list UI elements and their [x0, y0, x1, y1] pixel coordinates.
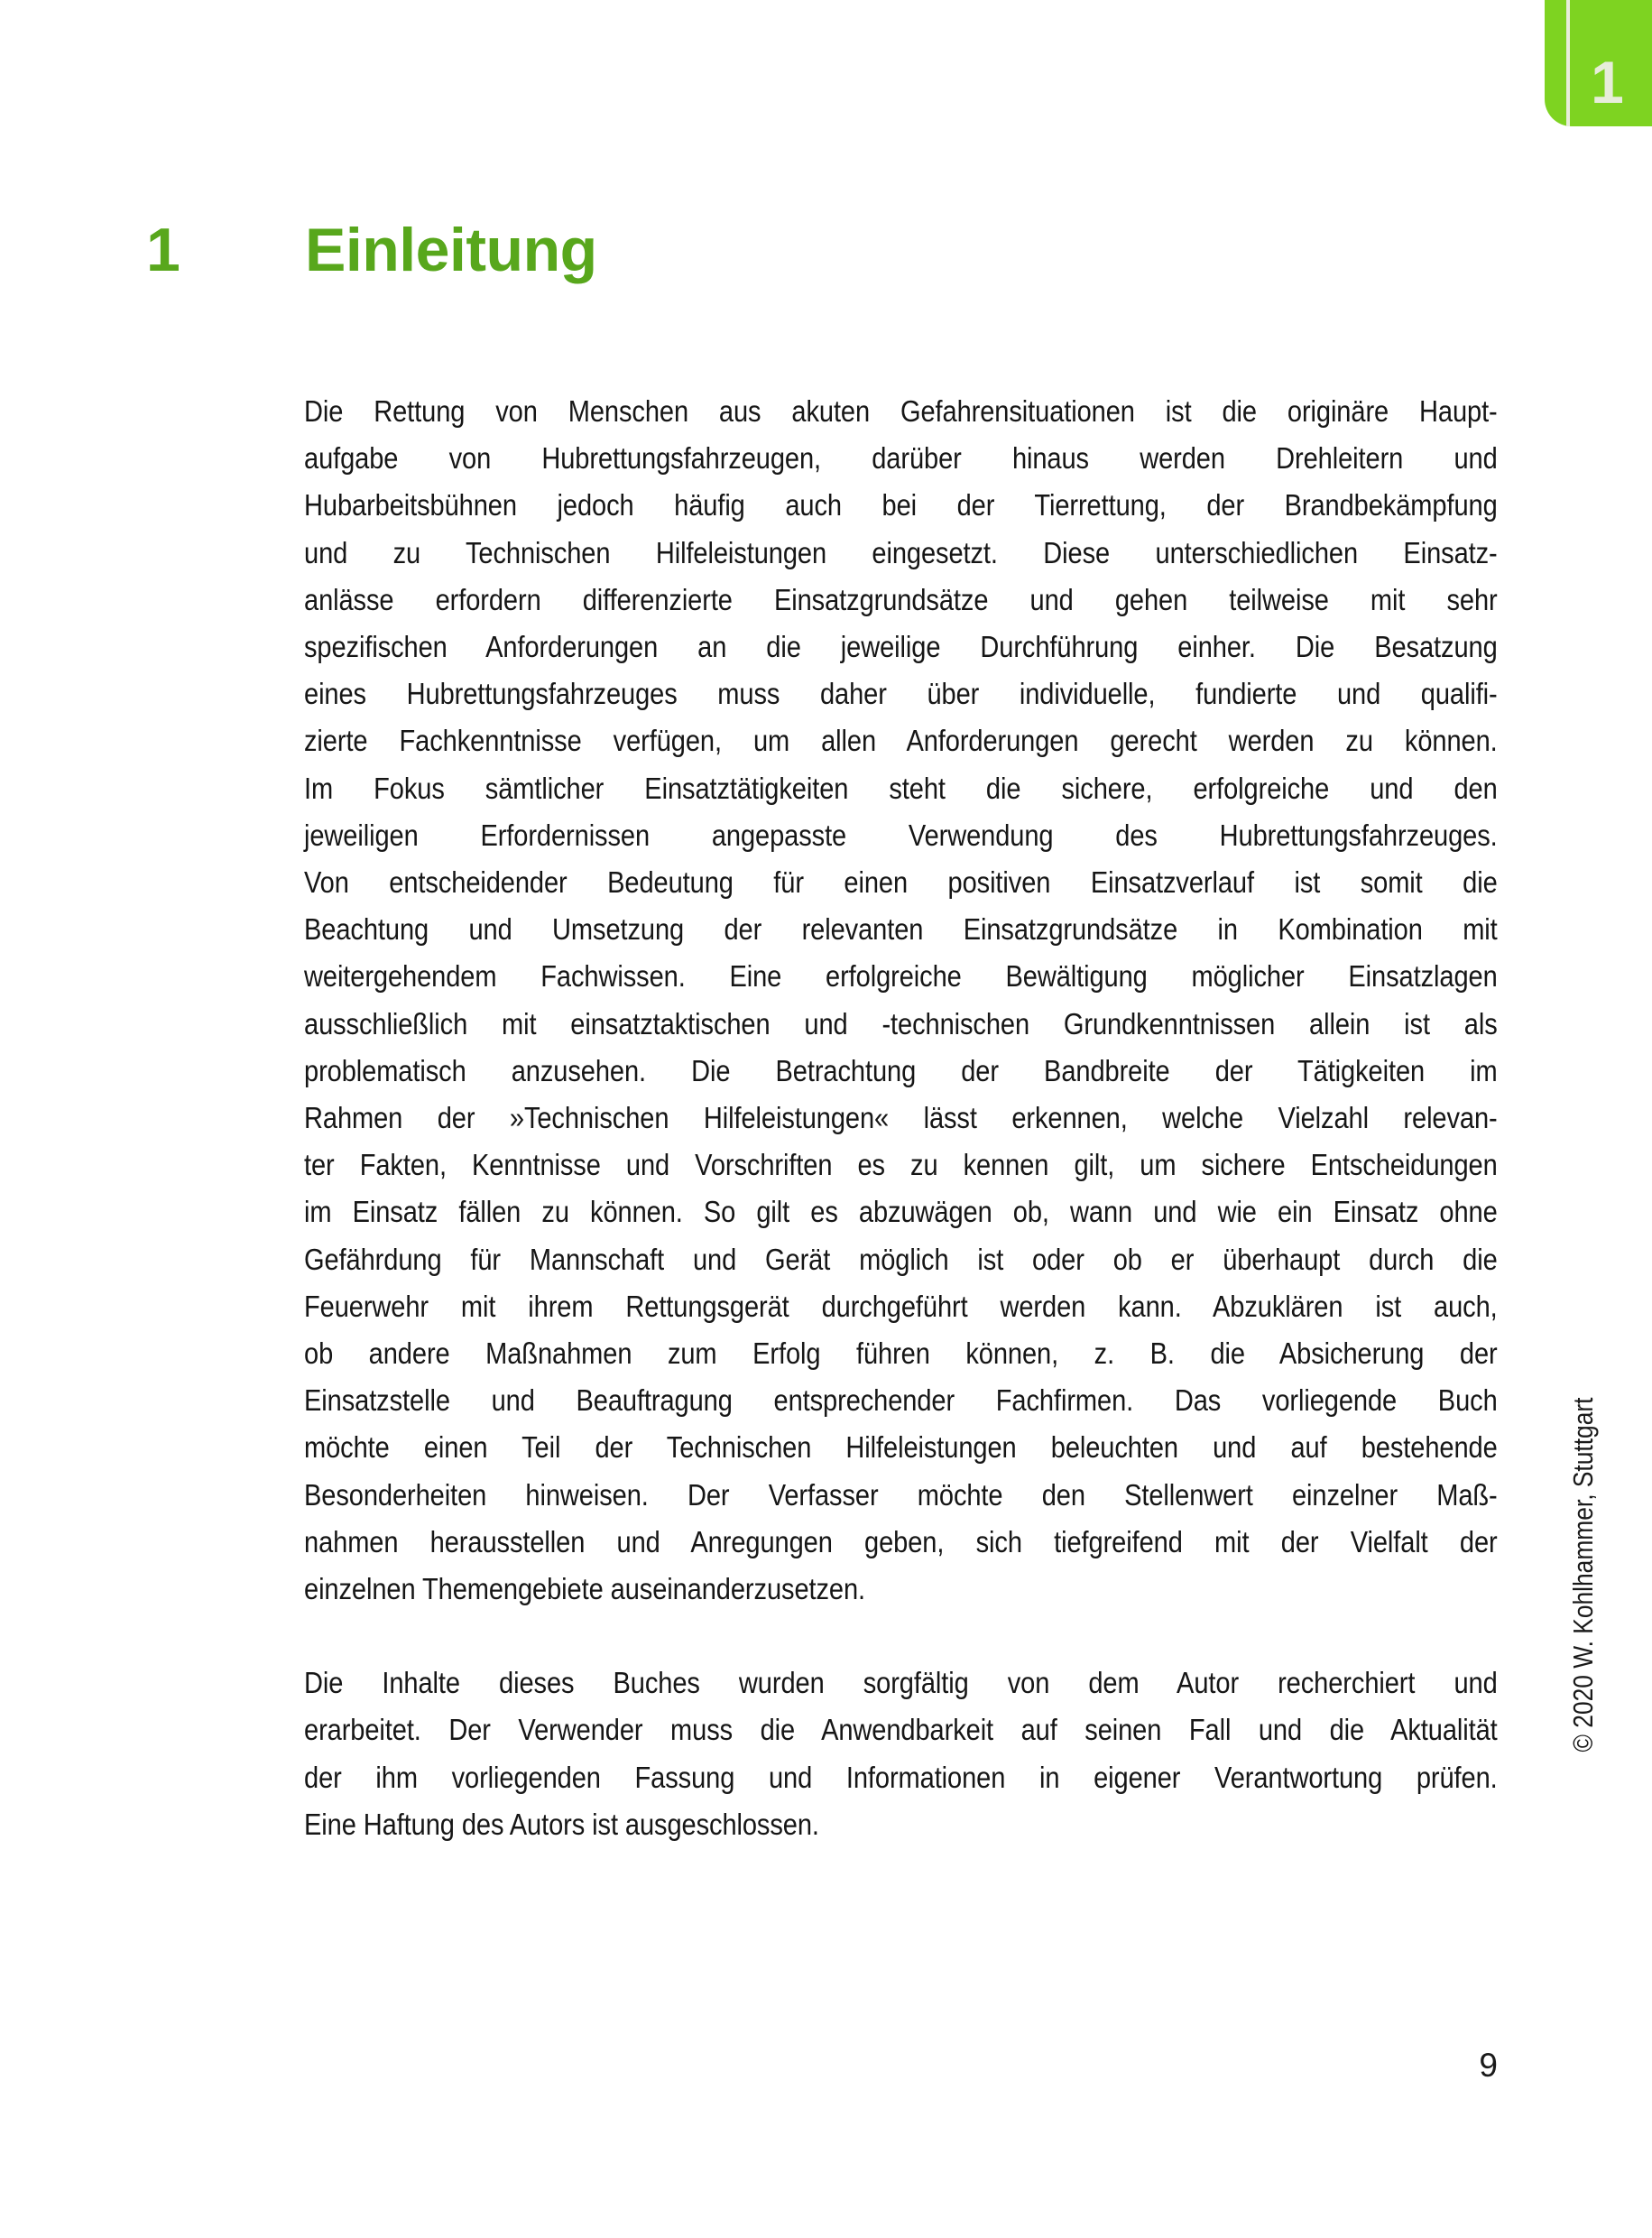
chapter-tab-number: 1 — [1591, 49, 1624, 116]
body-text-column — [304, 388, 1498, 1848]
copyright-sidebar: © 2020 W. Kohlhammer, Stuttgart — [1567, 1397, 1599, 1752]
chapter-tab — [1545, 0, 1652, 126]
text-line: Feuerwehr mit ihrem Rettungsgerät durchgeführt werden kann. Abzuklären ist auch, — [304, 1289, 1498, 1323]
text-line: im Einsatz fällen zu können. So gilt es abzuwägen ob, wann und wie ein Einsatz ohne — [304, 1195, 1498, 1229]
text-line: Rahmen der »Technischen Hilfeleistungen« lässt erkennen, welche Vielzahl relevan- — [304, 1101, 1498, 1135]
text-line: ob andere Maßnahmen zum Erfolg führen können, z. B. die Absicherung der — [304, 1336, 1498, 1371]
text-line: ausschließlich mit einsatztaktischen und -technischen Grundkenntnissen allein ist als — [304, 1006, 1498, 1040]
text-line: jeweiligen Erfordernissen angepasste Verwendung des Hubrettungsfahrzeuges. — [304, 818, 1498, 852]
text-line: ter Fakten, Kenntnisse und Vorschriften es zu kennen gilt, um sichere Entscheidungen — [304, 1148, 1498, 1182]
text-line: nahmen herausstellen und Anregungen geben, sich tiefgreifend mit der Vielfalt der — [304, 1524, 1498, 1558]
text-line: möchte einen Teil der Technischen Hilfeleistungen beleuchten und auf bestehende — [304, 1430, 1498, 1465]
heading-title: Einleitung — [305, 216, 597, 284]
text-line: Die Inhalte dieses Buches wurden sorgfältig von dem Autor recherchiert und — [304, 1666, 1498, 1700]
text-line: Beachtung und Umsetzung der relevanten Einsatzgrundsätze in Kombination mit — [304, 912, 1498, 947]
text-line: Hubarbeitsbühnen jedoch häufig auch bei der Tierrettung, der Brandbekämpfung — [304, 488, 1498, 523]
page-number: 9 — [1479, 2047, 1498, 2084]
text-line: Im Fokus sämtlicher Einsatztätigkeiten steht die sichere, erfolgreiche und den — [304, 771, 1498, 805]
text-line: spezifischen Anforderungen an die jeweilige Durchführung einher. Die Besatzung — [304, 630, 1498, 664]
text-line: Die Rettung von Menschen aus akuten Gefahrensituationen ist die originäre Haupt- — [304, 394, 1498, 428]
text-line: problematisch anzusehen. Die Betrachtung der Bandbreite der Tätigkeiten im — [304, 1053, 1498, 1087]
text-line: zierte Fachkenntnisse verfügen, um allen Anforderungen gerecht werden zu können. — [304, 724, 1498, 758]
text-line: Besonderheiten hinweisen. Der Verfasser möchte den Stellenwert einzelner Maß- — [304, 1477, 1498, 1512]
text-line: und zu Technischen Hilfeleistungen eingesetzt. Diese unterschiedlichen Einsatz- — [304, 535, 1498, 569]
text-line: Eine Haftung des Autors ist ausgeschlossen. — [304, 1807, 819, 1841]
text-line: erarbeitet. Der Verwender muss die Anwendbarkeit auf seinen Fall und die Aktualität — [304, 1713, 1498, 1747]
text-line: Gefährdung für Mannschaft und Gerät möglich ist oder ob er überhaupt durch die — [304, 1242, 1498, 1276]
text-line: anlässe erfordern differenzierte Einsatzgrundsätze und gehen teilweise mit sehr — [304, 582, 1498, 616]
text-line: der ihm vorliegenden Fassung und Informationen in eigener Verantwortung prüfen. — [304, 1760, 1498, 1794]
text-line: eines Hubrettungsfahrzeuges muss daher über individuelle, fundierte und qualifi- — [304, 677, 1498, 711]
body-paragraph-2 — [304, 1660, 1498, 1848]
text-line: weitergehendem Fachwissen. Eine erfolgreiche Bewältigung möglicher Einsatzlagen — [304, 959, 1498, 994]
text-line: aufgabe von Hubrettungsfahrzeugen, darüber hinaus werden Drehleitern und — [304, 441, 1498, 476]
heading-number: 1 — [146, 216, 180, 284]
text-line: einzelnen Themengebiete auseinanderzusetzen. — [304, 1572, 866, 1606]
chapter-heading — [146, 216, 597, 284]
text-line: Von entscheidender Bedeutung für einen positiven Einsatzverlauf ist somit die — [304, 865, 1498, 900]
text-line: Einsatzstelle und Beauftragung entsprechender Fachfirmen. Das vorliegende Buch — [304, 1383, 1498, 1418]
body-paragraph-1 — [304, 388, 1498, 1613]
